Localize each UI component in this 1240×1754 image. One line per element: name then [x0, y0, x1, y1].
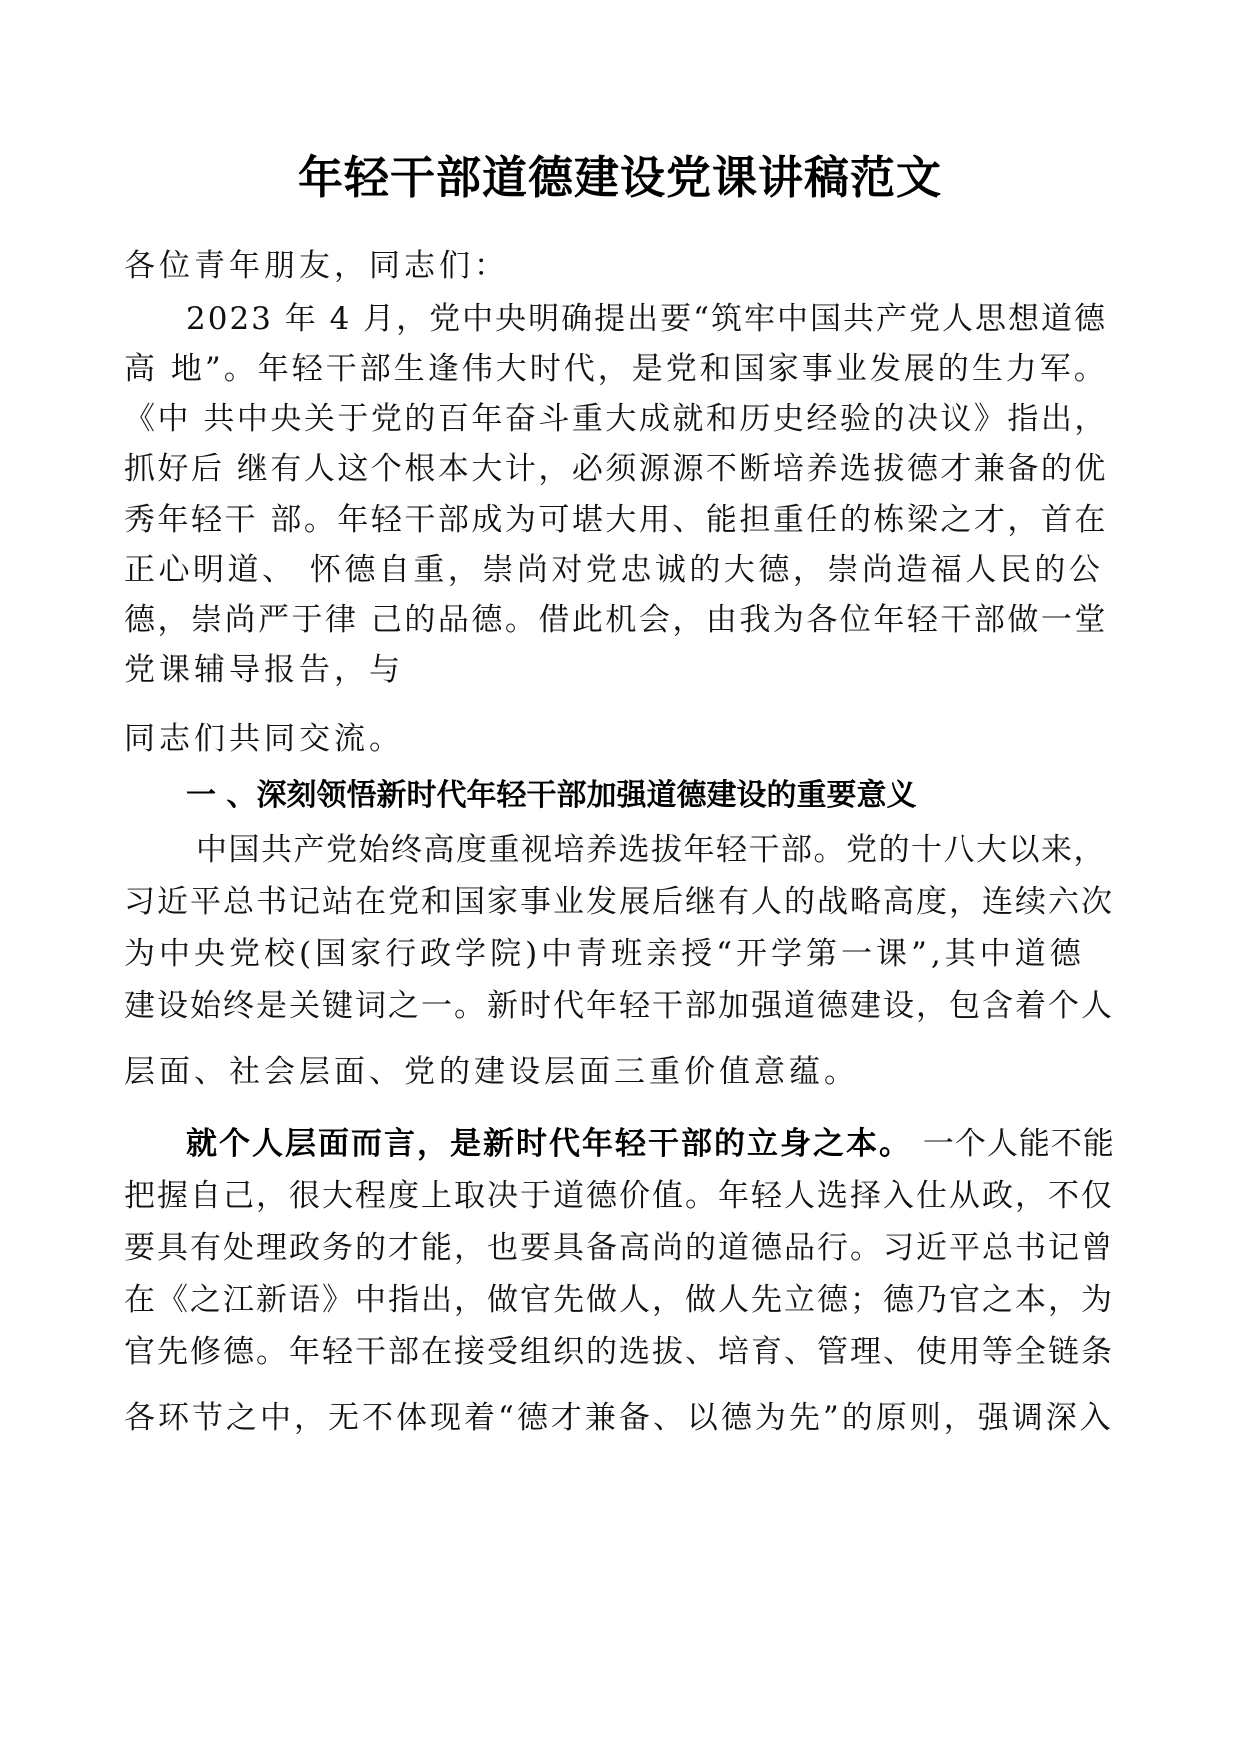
section1-line: 层面、社会层面、党的建设层面三重价值意蕴。	[124, 1054, 859, 1090]
para2-line: 各环节之中，无不体现着“德才兼备、以德为先”的原则，强调深入	[124, 1400, 1114, 1436]
intro-line: 党课辅导报告，与	[124, 652, 404, 688]
document-title: 年轻干部道德建设党课讲稿范文	[297, 151, 942, 204]
intro-line: 德，崇尚严于律 己的品德。借此机会，由我为各位年轻干部做一堂	[124, 602, 1108, 638]
intro-line: 2023 年 4 月，党中央明确提出要“筑牢中国共产党人思想道德	[186, 301, 1108, 337]
para2-line: 官先修德。年轻干部在接受组织的选拔、培育、管理、使用等全链条	[124, 1334, 1114, 1370]
para2-first-rest: 一个人能不能	[912, 1126, 1115, 1162]
intro-line: 《中 共中央关于党的百年奋斗重大成就和历史经验的决议》指出，	[124, 401, 1108, 437]
intro-line: 抓好后 继有人这个根本大计，必须源源不断培养选拔德才兼备的优	[124, 451, 1108, 487]
section1-line: 为中央党校(国家行政学院)中青班亲授“开学第一课”,其中道德	[124, 936, 1085, 972]
salutation: 各位青年朋友，同志们：	[124, 248, 509, 284]
section1-line: 建设始终是关键词之一。新时代年轻干部加强道德建设，包含着个人	[124, 988, 1114, 1024]
para2-first-line	[186, 1124, 1115, 1164]
para2-line: 在《之江新语》中指出，做官先做人，做人先立德；德乃官之本，为	[124, 1282, 1114, 1318]
section1-line: 中国共产党始终高度重视培养选拔年轻干部。党的十八大以来，	[196, 832, 1106, 868]
section-heading: 一 、深刻领悟新时代年轻干部加强道德建设的重要意义	[186, 778, 917, 813]
para2-line: 把握自己，很大程度上取决于道德价值。年轻人选择入仕从政，不仅	[124, 1178, 1114, 1214]
intro-line: 正心明道、 怀德自重，崇尚对党忠诚的大德，崇尚造福人民的公	[124, 552, 1104, 588]
section1-line: 习近平总书记站在党和国家事业发展后继有人的战略高度，连续六次	[124, 884, 1114, 920]
para2-line: 要具有处理政务的才能，也要具备高尚的道德品行。习近平总书记曾	[124, 1230, 1114, 1266]
intro-line: 高 地”。年轻干部生逢伟大时代，是党和国家事业发展的生力军。	[124, 351, 1108, 387]
intro-line: 秀年轻干 部。年轻干部成为可堪大用、能担重任的栋梁之才，首在	[124, 502, 1108, 538]
para2-bold-lead: 就个人层面而言，是新时代年轻干部的立身之本。	[186, 1126, 912, 1162]
intro-line: 同志们共同交流。	[124, 721, 404, 757]
